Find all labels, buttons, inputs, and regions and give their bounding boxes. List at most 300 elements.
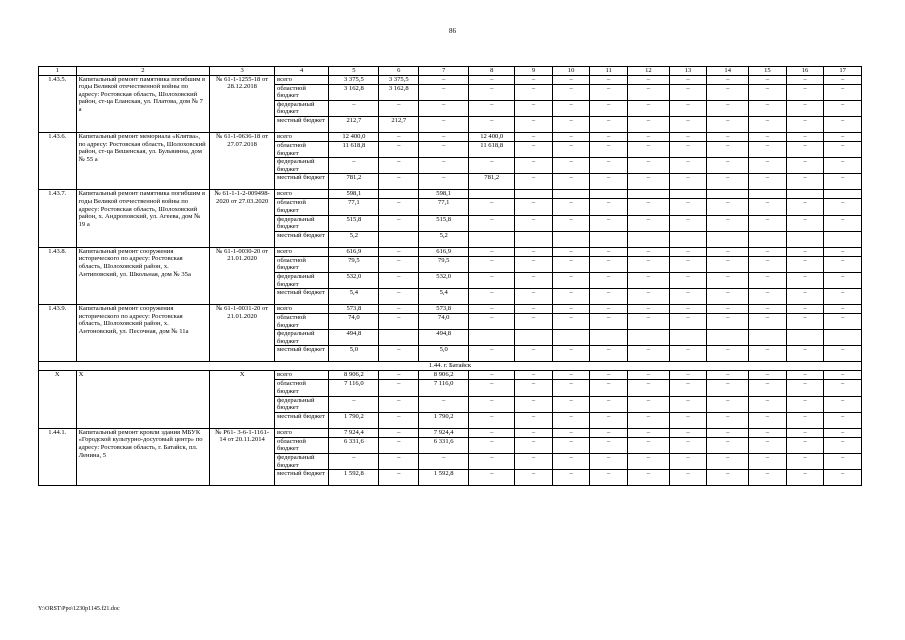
value-cell: –	[786, 289, 824, 305]
table-row	[39, 428, 862, 437]
value-cell: –	[707, 199, 749, 215]
value-cell: –	[552, 272, 590, 288]
value-cell: 5,4	[329, 289, 379, 305]
value-cell: –	[749, 116, 787, 132]
budget-type: всего	[275, 247, 329, 256]
budget-table	[38, 66, 862, 486]
value-cell	[590, 231, 628, 247]
value-cell: –	[824, 256, 862, 272]
value-cell: –	[590, 84, 628, 100]
item-name: Капитальный ремонт памятника погибшим в годы Великой отечественной войны по адресу: Ростовская область, Шолоховский район, ст-ца Еланская, ул. Платова, дом № 7 а	[76, 75, 210, 132]
budget-type: местный бюджет	[275, 412, 329, 428]
item-document: № 61-1-0030-20 от 21.01.2020	[210, 247, 275, 304]
value-cell: –	[419, 116, 469, 132]
value-cell: 598,1	[419, 190, 469, 199]
value-cell: 616,9	[419, 247, 469, 256]
value-cell: –	[707, 380, 749, 396]
value-cell: 12 400,0	[329, 132, 379, 141]
value-cell: 616,9	[329, 247, 379, 256]
value-cell: –	[552, 116, 590, 132]
item-document: № Р61- 3-6-1-1161-14 от 20.11.2014	[210, 428, 275, 485]
value-cell: –	[627, 174, 669, 190]
value-cell	[749, 231, 787, 247]
value-cell: –	[669, 346, 707, 362]
value-cell: –	[749, 141, 787, 157]
budget-type: областной бюджет	[275, 141, 329, 157]
value-cell: –	[824, 314, 862, 330]
value-cell	[707, 190, 749, 199]
value-cell: –	[515, 247, 553, 256]
value-cell: –	[552, 305, 590, 314]
value-cell: 11 618,8	[469, 141, 515, 157]
value-cell	[707, 330, 749, 346]
budget-type: всего	[275, 305, 329, 314]
value-cell: –	[786, 305, 824, 314]
item-name: Капитальный ремонт мемориала «Клятва», по адресу: Ростовская область, Шолоховский район, ст-ца Вешенская, ул. Бульвинна, дом № 55 а	[76, 132, 210, 189]
value-cell: –	[379, 346, 419, 362]
value-cell: –	[669, 289, 707, 305]
value-cell: –	[590, 100, 628, 116]
budget-type: областной бюджет	[275, 437, 329, 453]
value-cell: 515,8	[419, 215, 469, 231]
item-name: Капитальный ремонт памятника погибшим в годы Великой отечественной войны по адресу: Ростовская область, Шолоховский район, х. Андроповский, ул. Агеева, дом № 19 а	[76, 190, 210, 247]
column-number: 3	[210, 67, 275, 76]
value-cell: –	[749, 256, 787, 272]
value-cell: –	[669, 272, 707, 288]
value-cell: –	[469, 396, 515, 412]
value-cell: –	[552, 256, 590, 272]
value-cell: –	[469, 272, 515, 288]
value-cell: –	[749, 380, 787, 396]
value-cell: –	[707, 454, 749, 470]
value-cell	[469, 231, 515, 247]
value-cell: –	[590, 199, 628, 215]
column-number: 1	[39, 67, 77, 76]
value-cell: –	[379, 412, 419, 428]
value-cell	[515, 330, 553, 346]
value-cell: –	[552, 346, 590, 362]
item-name: X	[76, 371, 210, 428]
table-row	[39, 132, 862, 141]
value-cell: –	[419, 75, 469, 84]
value-cell: 3 375,5	[379, 75, 419, 84]
value-cell: –	[590, 132, 628, 141]
value-cell: –	[379, 158, 419, 174]
value-cell: –	[707, 75, 749, 84]
value-cell: –	[707, 132, 749, 141]
column-number: 8	[469, 67, 515, 76]
value-cell: –	[515, 314, 553, 330]
value-cell: –	[824, 437, 862, 453]
value-cell: –	[824, 428, 862, 437]
value-cell: –	[627, 396, 669, 412]
value-cell: 3 162,8	[379, 84, 419, 100]
value-cell: 77,1	[419, 199, 469, 215]
value-cell: –	[590, 470, 628, 486]
value-cell	[749, 330, 787, 346]
value-cell: –	[329, 396, 379, 412]
value-cell: –	[379, 141, 419, 157]
value-cell: –	[749, 305, 787, 314]
value-cell: –	[707, 396, 749, 412]
item-number: X	[39, 371, 77, 428]
value-cell: –	[749, 346, 787, 362]
value-cell: –	[749, 314, 787, 330]
value-cell: –	[627, 272, 669, 288]
value-cell: –	[749, 100, 787, 116]
value-cell: –	[552, 132, 590, 141]
value-cell: –	[379, 428, 419, 437]
value-cell: –	[552, 84, 590, 100]
value-cell: –	[515, 158, 553, 174]
value-cell: –	[707, 247, 749, 256]
value-cell: –	[627, 84, 669, 100]
value-cell: –	[469, 454, 515, 470]
value-cell: –	[707, 346, 749, 362]
value-cell: –	[786, 256, 824, 272]
value-cell: –	[627, 132, 669, 141]
value-cell: –	[669, 454, 707, 470]
value-cell: –	[749, 199, 787, 215]
value-cell: –	[515, 428, 553, 437]
value-cell: –	[590, 314, 628, 330]
value-cell: –	[419, 84, 469, 100]
value-cell: –	[669, 428, 707, 437]
value-cell: –	[590, 412, 628, 428]
budget-type: местный бюджет	[275, 470, 329, 486]
value-cell: –	[627, 158, 669, 174]
value-cell: 3 375,5	[329, 75, 379, 84]
value-cell: –	[590, 437, 628, 453]
value-cell: –	[590, 371, 628, 380]
value-cell: –	[786, 428, 824, 437]
value-cell: –	[786, 272, 824, 288]
value-cell: –	[707, 412, 749, 428]
value-cell: –	[749, 470, 787, 486]
value-cell: –	[469, 371, 515, 380]
value-cell: –	[515, 100, 553, 116]
page-number: 86	[449, 27, 456, 35]
value-cell: –	[669, 380, 707, 396]
value-cell: –	[669, 412, 707, 428]
value-cell: –	[749, 289, 787, 305]
value-cell: –	[590, 75, 628, 84]
value-cell: –	[590, 256, 628, 272]
value-cell: –	[419, 100, 469, 116]
value-cell: –	[379, 454, 419, 470]
value-cell: –	[786, 75, 824, 84]
value-cell	[824, 190, 862, 199]
value-cell: –	[627, 116, 669, 132]
value-cell: 8 906,2	[329, 371, 379, 380]
value-cell: –	[515, 199, 553, 215]
value-cell: 212,7	[329, 116, 379, 132]
value-cell: 1 592,8	[419, 470, 469, 486]
value-cell: –	[824, 454, 862, 470]
value-cell: 7 116,0	[329, 380, 379, 396]
value-cell: –	[669, 116, 707, 132]
value-cell: –	[590, 215, 628, 231]
value-cell: –	[627, 141, 669, 157]
value-cell: –	[627, 371, 669, 380]
value-cell: –	[552, 174, 590, 190]
value-cell: –	[515, 289, 553, 305]
value-cell: –	[786, 412, 824, 428]
value-cell: –	[469, 314, 515, 330]
value-cell: –	[329, 454, 379, 470]
value-cell: –	[707, 428, 749, 437]
value-cell	[469, 330, 515, 346]
value-cell	[824, 231, 862, 247]
value-cell: –	[824, 470, 862, 486]
value-cell: –	[469, 305, 515, 314]
value-cell: 781,2	[329, 174, 379, 190]
value-cell: –	[379, 174, 419, 190]
value-cell: –	[419, 132, 469, 141]
value-cell: –	[627, 314, 669, 330]
value-cell: –	[552, 215, 590, 231]
value-cell: –	[786, 141, 824, 157]
value-cell: –	[749, 174, 787, 190]
value-cell: –	[515, 75, 553, 84]
value-cell: –	[552, 470, 590, 486]
value-cell: –	[707, 437, 749, 453]
value-cell: –	[824, 247, 862, 256]
value-cell: –	[379, 470, 419, 486]
value-cell: –	[469, 428, 515, 437]
value-cell: –	[824, 289, 862, 305]
value-cell: –	[749, 371, 787, 380]
value-cell: –	[329, 100, 379, 116]
item-name: Капитальный ремонт кровли здания МБУК «Городской культурно-досуговый центр» по адресу: Ростовская область, г. Батайск, пл. Ленина, 5	[76, 428, 210, 485]
value-cell: –	[552, 100, 590, 116]
value-cell	[786, 231, 824, 247]
value-cell: –	[824, 100, 862, 116]
value-cell: –	[786, 380, 824, 396]
value-cell: –	[590, 428, 628, 437]
budget-type: федеральный бюджет	[275, 454, 329, 470]
budget-table-container	[38, 66, 862, 486]
item-number: 1.43.6.	[39, 132, 77, 189]
value-cell: –	[749, 428, 787, 437]
column-number: 7	[419, 67, 469, 76]
value-cell: –	[515, 116, 553, 132]
value-cell: –	[824, 371, 862, 380]
value-cell: –	[469, 412, 515, 428]
value-cell: –	[515, 396, 553, 412]
item-name: Капитальный ремонт сооружения исторического по адресу: Ростовская область, Шолоховский район, х. Антоновский, ул. Песочная, дом № 11а	[76, 305, 210, 362]
value-cell	[552, 190, 590, 199]
value-cell: –	[786, 100, 824, 116]
value-cell: –	[379, 314, 419, 330]
value-cell: –	[515, 174, 553, 190]
value-cell: –	[669, 215, 707, 231]
budget-type: областной бюджет	[275, 380, 329, 396]
value-cell: –	[669, 100, 707, 116]
table-row	[39, 75, 862, 84]
budget-type: федеральный бюджет	[275, 215, 329, 231]
value-cell: –	[786, 437, 824, 453]
value-cell: –	[590, 158, 628, 174]
item-name: Капитальный ремонт сооружения исторического по адресу: Ростовская область, Шолоховский район, х. Антиповский, ул. Школьная, дом № 35а	[76, 247, 210, 304]
value-cell: –	[515, 454, 553, 470]
value-cell: –	[552, 158, 590, 174]
value-cell: 598,1	[329, 190, 379, 199]
value-cell: –	[590, 396, 628, 412]
value-cell: –	[552, 141, 590, 157]
value-cell: –	[627, 454, 669, 470]
value-cell: –	[552, 412, 590, 428]
value-cell: –	[515, 141, 553, 157]
value-cell: –	[552, 380, 590, 396]
value-cell: 515,8	[329, 215, 379, 231]
value-cell: 532,0	[329, 272, 379, 288]
value-cell: –	[515, 272, 553, 288]
value-cell	[824, 330, 862, 346]
value-cell: –	[627, 247, 669, 256]
table-row	[39, 305, 862, 314]
value-cell	[627, 190, 669, 199]
value-cell: –	[590, 247, 628, 256]
column-number: 16	[786, 67, 824, 76]
value-cell: –	[786, 454, 824, 470]
value-cell	[552, 231, 590, 247]
value-cell: –	[824, 132, 862, 141]
budget-type: федеральный бюджет	[275, 272, 329, 288]
value-cell: 79,5	[329, 256, 379, 272]
value-cell: 11 618,8	[329, 141, 379, 157]
value-cell: –	[515, 470, 553, 486]
value-cell: 5,2	[329, 231, 379, 247]
value-cell: –	[707, 215, 749, 231]
value-cell: 7 116,0	[419, 380, 469, 396]
value-cell: –	[786, 314, 824, 330]
value-cell: –	[749, 412, 787, 428]
item-document: № 61-1-0636-18 от 27.07.2018	[210, 132, 275, 189]
value-cell: –	[786, 247, 824, 256]
value-cell: –	[469, 215, 515, 231]
value-cell	[627, 330, 669, 346]
header-row	[39, 67, 862, 76]
value-cell: –	[627, 437, 669, 453]
value-cell: 573,8	[329, 305, 379, 314]
value-cell: –	[627, 75, 669, 84]
value-cell: –	[824, 380, 862, 396]
value-cell: –	[627, 412, 669, 428]
table-row	[39, 190, 862, 199]
value-cell: –	[379, 371, 419, 380]
value-cell: –	[627, 305, 669, 314]
value-cell: 781,2	[469, 174, 515, 190]
value-cell: –	[469, 437, 515, 453]
value-cell: –	[627, 380, 669, 396]
value-cell: 12 400,0	[469, 132, 515, 141]
value-cell: –	[590, 346, 628, 362]
value-cell: –	[824, 396, 862, 412]
value-cell: –	[469, 346, 515, 362]
value-cell: –	[379, 100, 419, 116]
value-cell	[379, 190, 419, 199]
value-cell: 5,2	[419, 231, 469, 247]
column-number: 4	[275, 67, 329, 76]
value-cell: –	[590, 272, 628, 288]
value-cell: –	[515, 437, 553, 453]
value-cell: –	[749, 84, 787, 100]
value-cell: –	[786, 396, 824, 412]
column-number: 2	[76, 67, 210, 76]
value-cell: 1 790,2	[419, 412, 469, 428]
budget-type: областной бюджет	[275, 84, 329, 100]
value-cell: 573,8	[419, 305, 469, 314]
value-cell: –	[552, 247, 590, 256]
value-cell	[590, 330, 628, 346]
value-cell: –	[824, 141, 862, 157]
value-cell: –	[379, 437, 419, 453]
value-cell: –	[515, 256, 553, 272]
value-cell: –	[419, 174, 469, 190]
value-cell: –	[824, 116, 862, 132]
column-number: 10	[552, 67, 590, 76]
value-cell: 8 906,2	[419, 371, 469, 380]
value-cell: –	[590, 289, 628, 305]
value-cell: –	[824, 158, 862, 174]
value-cell: –	[379, 289, 419, 305]
value-cell: –	[824, 346, 862, 362]
value-cell: 6 331,6	[419, 437, 469, 453]
budget-type: областной бюджет	[275, 256, 329, 272]
value-cell: –	[669, 256, 707, 272]
value-cell: 77,1	[329, 199, 379, 215]
value-cell: –	[627, 256, 669, 272]
value-cell: –	[627, 470, 669, 486]
value-cell: –	[590, 174, 628, 190]
value-cell	[669, 190, 707, 199]
value-cell: 5,0	[419, 346, 469, 362]
value-cell: –	[669, 396, 707, 412]
value-cell: –	[749, 158, 787, 174]
item-number: 1.43.5.	[39, 75, 77, 132]
value-cell: –	[669, 305, 707, 314]
column-number: 11	[590, 67, 628, 76]
value-cell: –	[707, 371, 749, 380]
value-cell: –	[669, 75, 707, 84]
value-cell: –	[707, 116, 749, 132]
budget-type: федеральный бюджет	[275, 100, 329, 116]
value-cell: –	[627, 215, 669, 231]
value-cell: –	[749, 396, 787, 412]
value-cell: –	[786, 346, 824, 362]
value-cell	[749, 190, 787, 199]
value-cell: –	[552, 454, 590, 470]
value-cell: –	[379, 272, 419, 288]
value-cell: –	[469, 199, 515, 215]
column-number: 9	[515, 67, 553, 76]
table-row	[39, 247, 862, 256]
value-cell: 6 331,6	[329, 437, 379, 453]
value-cell	[627, 231, 669, 247]
value-cell	[379, 231, 419, 247]
value-cell: –	[669, 437, 707, 453]
value-cell: –	[824, 75, 862, 84]
value-cell: –	[786, 371, 824, 380]
budget-type: федеральный бюджет	[275, 396, 329, 412]
value-cell: –	[707, 158, 749, 174]
value-cell: –	[552, 289, 590, 305]
value-cell: –	[379, 215, 419, 231]
column-number: 6	[379, 67, 419, 76]
value-cell: –	[469, 116, 515, 132]
value-cell: 494,8	[419, 330, 469, 346]
